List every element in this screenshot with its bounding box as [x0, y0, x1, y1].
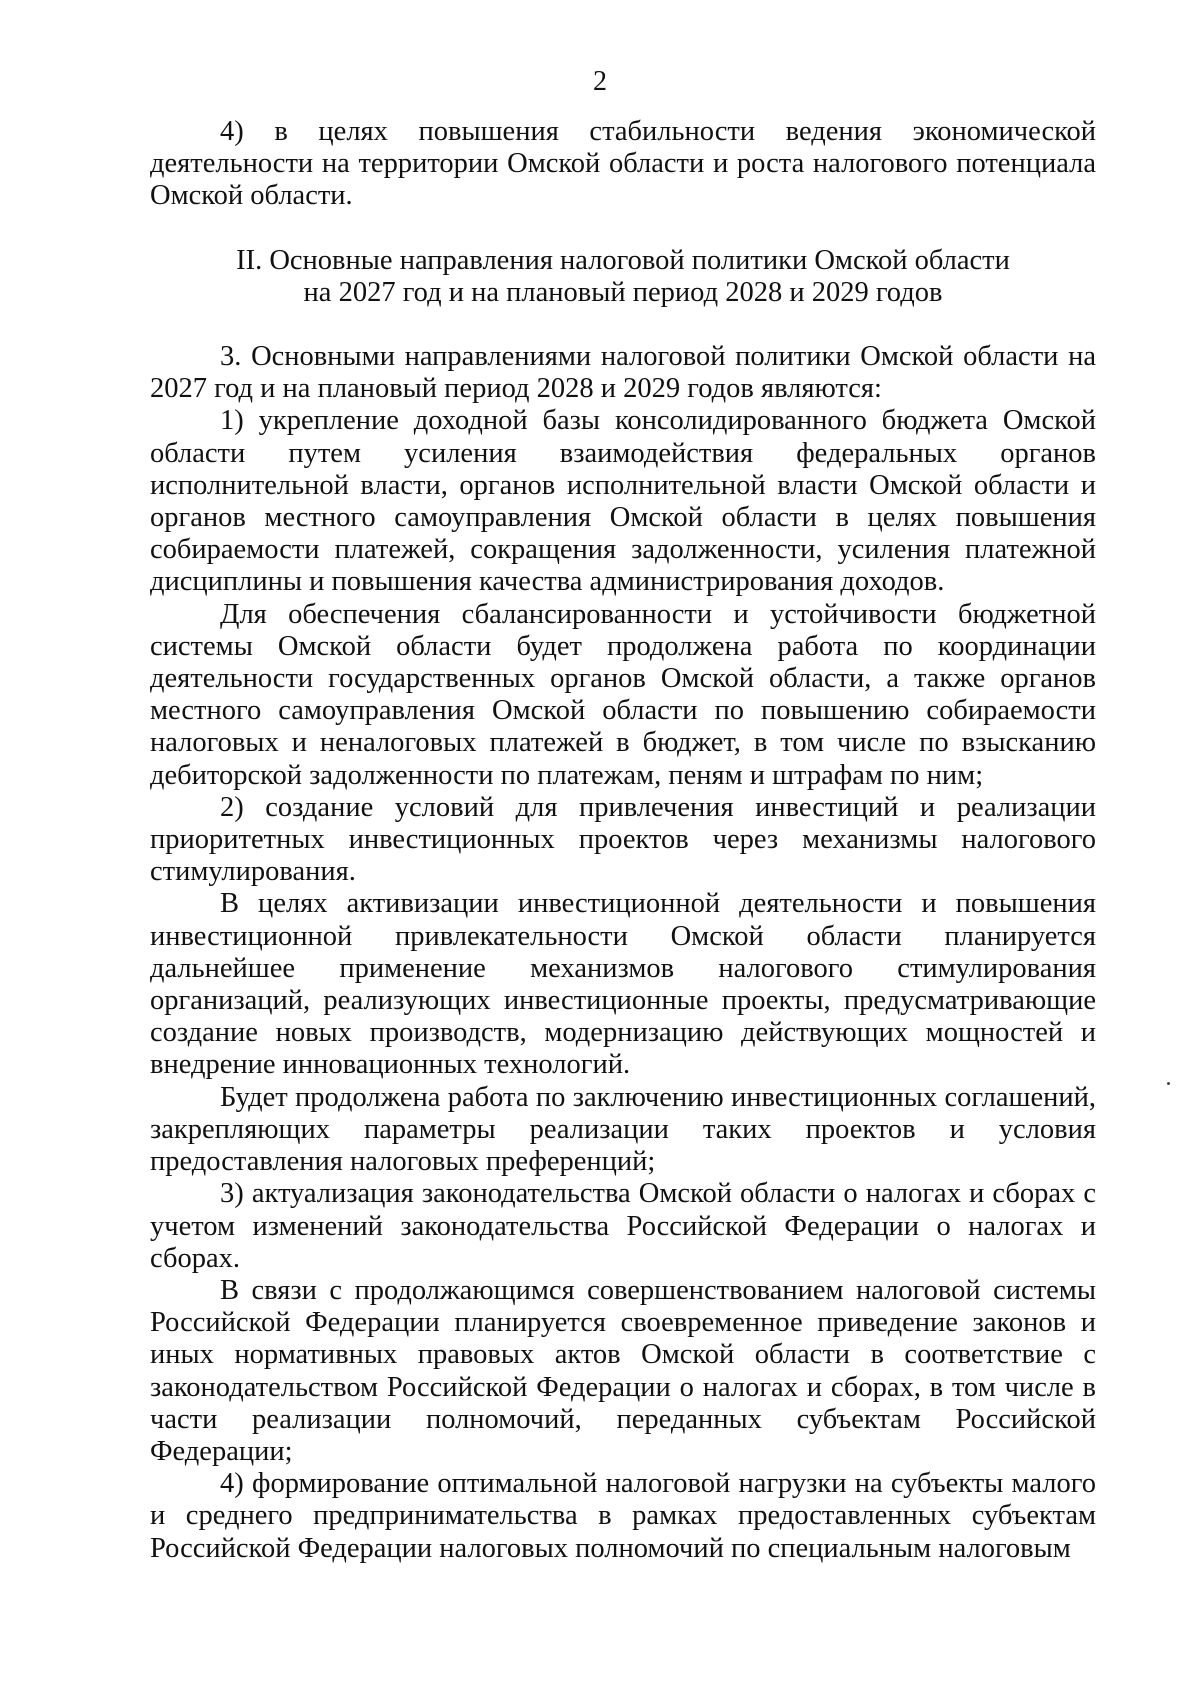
- section-heading-line-2: на 2027 год и на плановый период 2028 и 2029 годов: [303, 276, 943, 308]
- section-heading-line-1: II. Основные направления налоговой политики Омской области: [236, 244, 1010, 276]
- paragraph-budget-balance: Для обеспечения сбалансированности и устойчивости бюджетной системы Омской области будет продолжена работа по координации деятельности государственных органов Омской области, а также органов местного самоуправления Омской области по повышению собираемости налоговых и неналоговых платежей в бюджет, в том числе по взысканию дебиторской задолженности по платежам, пеням и штрафам по ним;: [150, 598, 1096, 791]
- page-number: 2: [593, 66, 607, 97]
- paragraph-small-business-tax-burden: 4) формирование оптимальной налоговой нагрузки на субъекты малого и среднего предпринимательства в рамках предоставленных субъектам Российской Федерации налоговых полномочий по специальным налоговым: [150, 1468, 1096, 1564]
- document-body: [150, 116, 1096, 1565]
- scan-speck: [1167, 1082, 1170, 1085]
- paragraph-revenue-base: 1) укрепление доходной базы консолидированного бюджета Омской области путем усиления взаимодействия федеральных органов исполнительной власти, органов исполнительной власти Омской области и органов местного самоуправления Омской области в целях повышения собираемости платежей, сокращения задолженности, усиления платежной дисциплины и повышения качества администрирования доходов.: [150, 405, 1096, 598]
- paragraph-investment-agreements: Будет продолжена работа по заключению инвестиционных соглашений, закрепляющих параметры реализации таких проектов и условия предоставления налоговых преференций;: [150, 1081, 1096, 1178]
- paragraph-tax-system-improvement: В связи с продолжающимся совершенствованием налоговой системы Российской Федерации планируется своевременное приведение законов и иных нормативных правовых актов Омской области в соответствие с законодательством Российской Федерации о налогах и сборах, в том числе в части реализации полномочий, переданных субъектам Российской Федерации;: [150, 1274, 1096, 1467]
- paragraph-investment-conditions: 2) создание условий для привлечения инвестиций и реализации приоритетных инвестиционных проектов через механизмы налогового стимулирования.: [150, 791, 1096, 888]
- paragraph-legislation-update: 3) актуализация законодательства Омской области о налогах и сборах с учетом изменений законодательства Российской Федерации о налогах и сборах.: [150, 1178, 1096, 1274]
- paragraph-main-directions: 3. Основными направлениями налоговой политики Омской области на 2027 год и на плановый период 2028 и 2029 годов являются:: [150, 341, 1096, 405]
- paragraph-economic-stability: 4) в целях повышения стабильности ведения экономической деятельности на территории Омской области и роста налогового потенциала Омской области.: [150, 116, 1096, 212]
- section-heading: [150, 245, 1096, 309]
- paragraph-investment-activity: В целях активизации инвестиционной деятельности и повышения инвестиционной привлекательности Омской области планируется дальнейшее применение механизмов налогового стимулирования организаций, реализующих инвестиционные проекты, предусматривающие создание новых производств, модернизацию действующих мощностей и внедрение инновационных технологий.: [150, 888, 1096, 1081]
